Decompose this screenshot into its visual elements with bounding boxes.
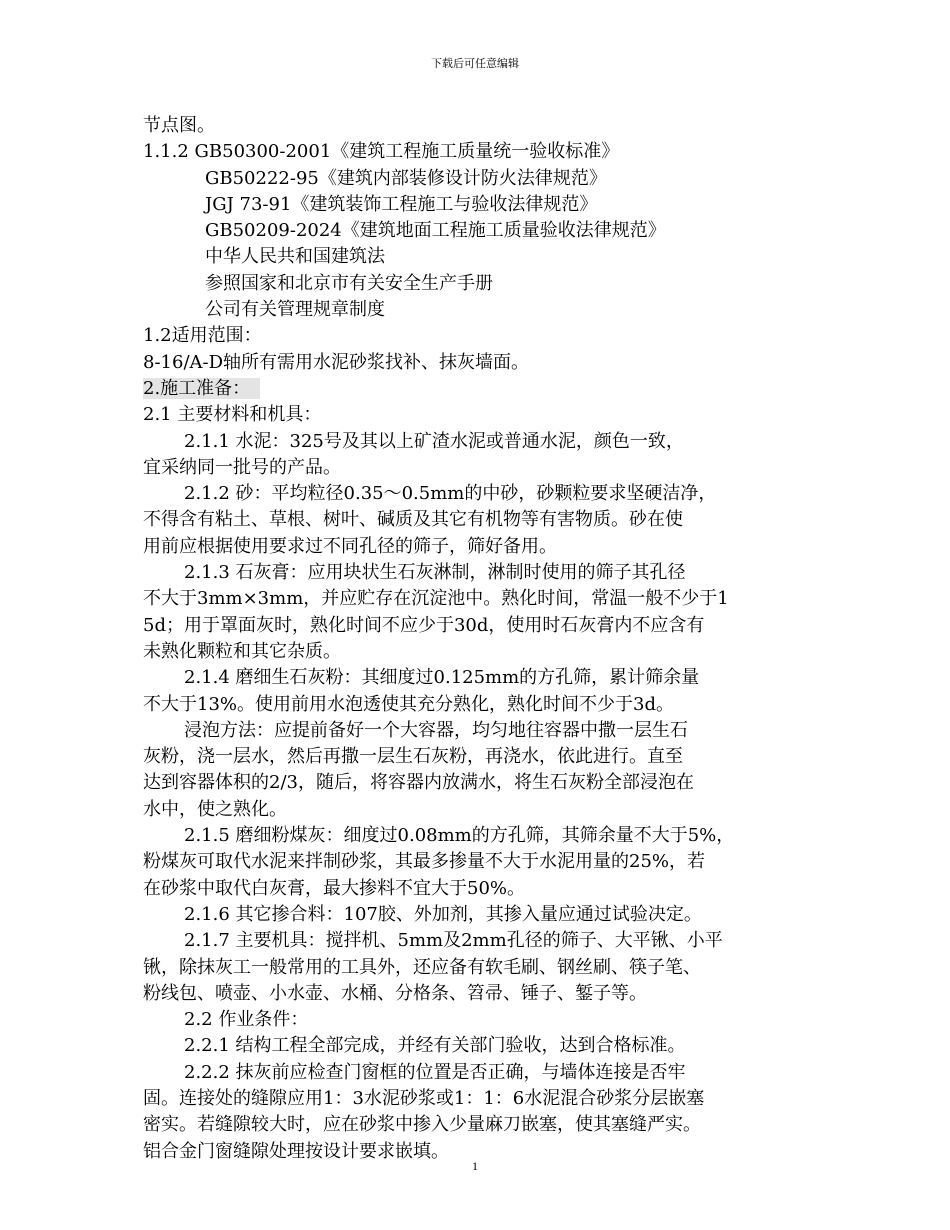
text-line: 1.1.2 GB50300-2001《建筑工程施工质量统一验收标准》 [143, 141, 620, 163]
text-line: 2.1.2 砂：平均粒径0.35～0.5mm的中砂，砂颗粒要求坚硬洁净， [184, 483, 717, 505]
text-line: 浸泡方法：应提前备好一个大容器，均匀地往容器中撒一层生石 [184, 719, 688, 741]
section-heading: 2.2 作业条件： [184, 1009, 309, 1031]
text-line: JGJ 73-91《建筑装饰工程施工与验收法律规范》 [205, 193, 598, 215]
text-line: 未熟化颗粒和其它杂质。 [143, 640, 341, 662]
text-line: 5d；用于罩面灰时，熟化时间不应少于30d，使用时石灰膏内不应含有 [143, 614, 705, 636]
text-line: 用前应根据使用要求过不同孔径的筛子，筛好备用。 [143, 535, 557, 557]
text-line: 2.1.3 石灰膏：应用块状生石灰淋制，淋制时使用的筛子其孔径 [184, 562, 686, 584]
text-line: 密实。若缝隙较大时，应在砂浆中掺入少量麻刀嵌塞，使其塞缝严实。 [143, 1114, 701, 1136]
text-line: GB50209-2024《建筑地面工程施工质量验收法律规范》 [205, 220, 666, 242]
text-line: 节点图。 [143, 115, 215, 136]
document-body [143, 113, 813, 1165]
text-line: 灰粉，浇一层水，然后再撒一层生石灰粉，再浇水，依此进行。直至 [143, 746, 683, 768]
text-line: 2.1.7 主要机具：搅拌机、5mm及2mm孔径的筛子、大平锹、小平 [184, 930, 723, 952]
text-line: 2.1.4 磨细生石灰粉：其细度过0.125mm的方孔筛，累计筛余量 [184, 667, 700, 689]
text-line: 宜采纳同一批号的产品。 [143, 456, 341, 478]
text-line: 2.2.2 抹灰前应检查门窗框的位置是否正确，与墙体连接是否牢 [184, 1061, 686, 1083]
page-header: 下载后可任意编辑 [431, 57, 519, 70]
text-line: 固。连接处的缝隙应用1：3水泥砂浆或1：1：6水泥混合砂浆分层嵌塞 [143, 1087, 705, 1109]
text-line: 8-16/A-D轴所有需用水泥砂浆找补、抹灰墙面。 [143, 351, 530, 373]
text-line: 中华人民共和国建筑法 [205, 246, 385, 268]
section-heading: 1.2适用范围： [143, 325, 262, 347]
text-line: GB50222-95《建筑内部装修设计防火法律规范》 [205, 167, 607, 189]
section-heading-highlighted: 2.施工准备： [143, 378, 260, 399]
text-line: 不大于13%。使用前用水泡透使其充分熟化，熟化时间不少于3d。 [143, 693, 674, 715]
text-line: 锹，除抹灰工一般常用的工具外，还应备有软毛刷、钢丝刷、筷子笔、 [143, 956, 701, 978]
text-line: 在砂浆中取代白灰膏，最大掺料不宜大于50%。 [143, 877, 526, 899]
text-line: 公司有关管理规章制度 [205, 299, 385, 321]
text-line: 2.2.1 结构工程全部完成，并经有关部门验收，达到合格标准。 [184, 1035, 686, 1057]
text-line: 铝合金门窗缝隙处理按设计要求嵌填。 [143, 1140, 449, 1162]
text-line: 不大于3mm×3mm，并应贮存在沉淀池中。熟化时间，常温一般不少于1 [143, 588, 729, 610]
text-line: 粉线包、喷壶、小水壶、水桶、分格条、笤帚、锤子、錾子等。 [143, 982, 647, 1004]
text-line: 水中，使之熟化。 [143, 798, 287, 820]
text-line: 不得含有粘土、草根、树叶、碱质及其它有机物等有害物质。砂在使 [143, 509, 683, 531]
text-line: 2.1.1 水泥：325号及其以上矿渣水泥或普通水泥，颜色一致， [184, 430, 684, 452]
section-heading: 2.1 主要材料和机具： [143, 404, 322, 426]
text-line: 达到容器体积的2/3，随后，将容器内放满水，将生石灰粉全部浸泡在 [143, 772, 694, 794]
text-line: 2.1.6 其它掺合料：107胶、外加剂，其掺入量应通过试验决定。 [184, 903, 702, 925]
text-line: 粉煤灰可取代水泥来拌制砂浆，其最多掺量不大于水泥用量的25%，若 [143, 851, 706, 873]
text-line: 2.1.5 磨细粉煤灰：细度过0.08mm的方孔筛，其筛余量不大于5%， [184, 825, 735, 847]
text-line: 参照国家和北京市有关安全生产手册 [205, 272, 493, 294]
page-number: 1 [472, 1159, 478, 1173]
